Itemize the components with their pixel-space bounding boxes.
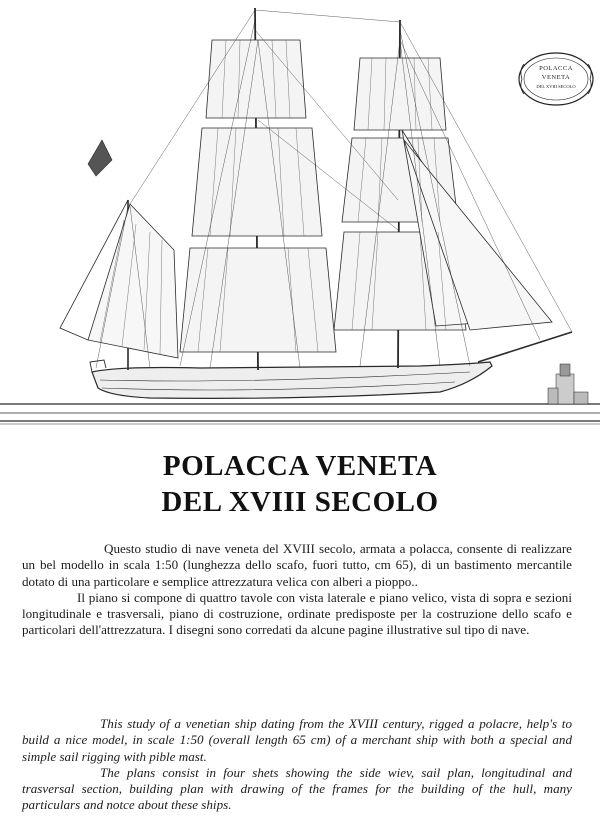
- stamp-line-1: POLACCA: [539, 65, 573, 72]
- title-line-2: DEL XVIII SECOLO: [161, 486, 439, 518]
- english-paragraph-2: The plans consist in four shets showing the side wiev, sail plan, longitudinal and trasversal section, building plan with drawing of the frames for the building of the hull, many particulars and notce about these ships.: [22, 764, 572, 813]
- stamp-line-2: VENETA: [541, 74, 571, 81]
- english-paragraph-1: This study of a venetian ship dating from the XVIII century, rigged a polacre, help's to build a nice model, in scale 1:50 (overall length 65 cm) of a merchant ship with both a special and simple sail rigging with pible mast.: [22, 716, 572, 764]
- title-line-1: POLACCA VENETA: [162, 450, 438, 482]
- italian-paragraph-2: Il piano si compone di quattro tavole con vista laterale e piano velico, vista di sopra e sezioni longitudinale e trasversali, piano di costruzione, ordinate predisposte per la costruzione dello scafo e particolari dell'attrezzatura. I disegni sono corredati da alcune pagine illustrative sul tipo di nave.: [22, 589, 572, 638]
- page-title: [0, 448, 600, 520]
- italian-paragraph-1: Questo studio di nave veneta del XVIII secolo, armata a polacca, consente di realizzare un bel modello in scala 1:50 (lunghezza dello scafo, fuori tutto, cm 65), di un bastimento mercantile dotato di una particolare e semplice attrezzatura velica con alberi a pioppo..: [22, 541, 572, 589]
- polacca-veneta-stamp: [516, 50, 596, 108]
- stamp-line-3: DEL XVIII SECOLO: [536, 84, 576, 89]
- english-description: [22, 716, 572, 814]
- italian-description: [22, 541, 572, 639]
